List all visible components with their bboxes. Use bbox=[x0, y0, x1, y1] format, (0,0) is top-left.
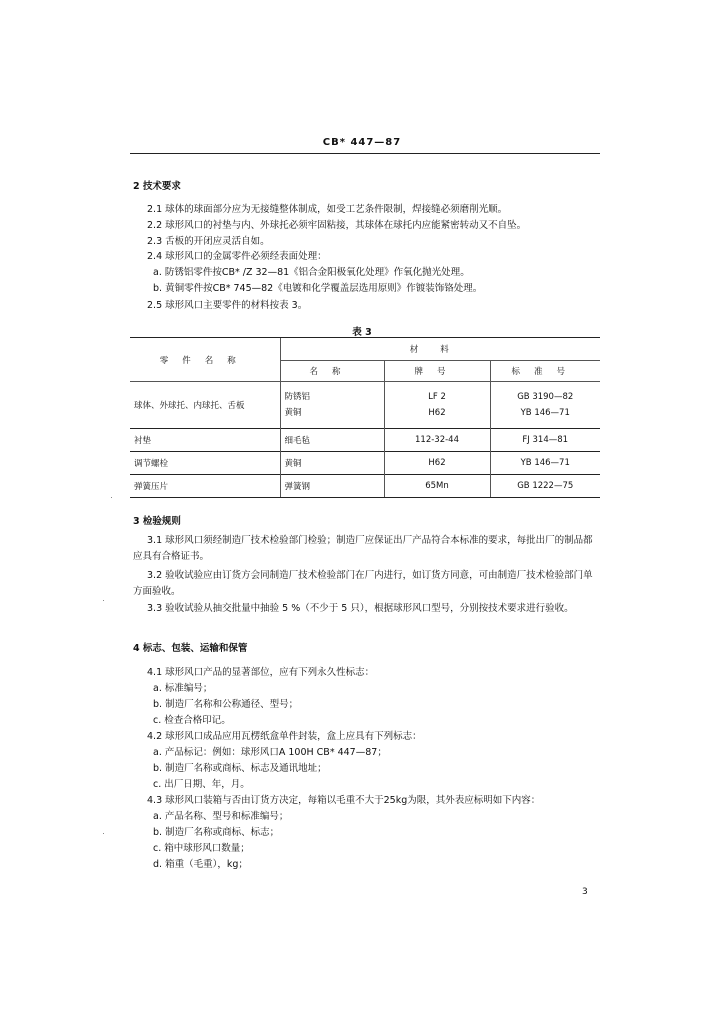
clause-3-2: 3.2 验收试验应由订货方会同制造厂技术检验部门在厂内进行，如订货方同意，可由制造厂技术检验部门单方面验收。 bbox=[133, 570, 593, 597]
material-name-cell: 防锈铝 黄铜 bbox=[280, 382, 384, 429]
clause-4-1-b: b. 制造厂名称和公称通径、型号； bbox=[153, 699, 299, 710]
grade-cell: LF 2 H62 bbox=[384, 382, 490, 429]
header-grade: 牌号 bbox=[384, 361, 490, 382]
header-rule bbox=[130, 153, 600, 154]
clause-4-1: 4.1 球形风口产品的显著部位，应有下列永久性标志： bbox=[147, 667, 375, 678]
clause-4-2-c: c. 出厂日期、年，月。 bbox=[153, 779, 250, 790]
clause-4-2-a: a. 产品标记：例如：球形风口A 100H CB* 447—87； bbox=[153, 747, 387, 758]
table-row bbox=[130, 452, 600, 475]
clause-4-2-b: b. 制造厂名称或商标、标志及通讯地址； bbox=[153, 763, 327, 774]
clause-4-2: 4.2 球形风口成品应用瓦楞纸盒单件封装，盒上应具有下列标志： bbox=[147, 731, 422, 742]
grade-cell: 112-32-44 bbox=[384, 429, 490, 452]
material-name-cell: 黄铜 bbox=[280, 452, 384, 475]
clause-2-1: 2.1 球体的球面部分应为无接缝整体制成，如受工艺条件限制，焊接缝必须磨削光顺。 bbox=[147, 204, 508, 215]
part-cell: 衬垫 bbox=[130, 429, 280, 452]
clause-4-1-a: a. 标准编号； bbox=[153, 683, 213, 694]
header-material: 材料 bbox=[280, 338, 600, 361]
clause-4-3-c: c. 箱中球形风口数量； bbox=[153, 843, 250, 854]
header-part-name: 零件名称 bbox=[130, 338, 280, 382]
clause-4-3-b: b. 制造厂名称或商标、标志； bbox=[153, 827, 280, 838]
clause-3-3: 3.3 验收试验从抽交批量中抽验 5 %（不少于 5 只），根据球形风口型号，分别按技术要求进行验收。 bbox=[147, 603, 574, 614]
section-2-title: 2 技术要求 bbox=[133, 181, 181, 192]
clause-4-3-a: a. 产品名称、型号和标准编号； bbox=[153, 811, 289, 822]
materials-table bbox=[130, 337, 600, 498]
section-4-title: 4 标志、包装、运输和保管 bbox=[133, 643, 248, 654]
header-material-name: 名称 bbox=[280, 361, 384, 382]
clause-3-1: 3.1 球形风口须经制造厂技术检验部门检验；制造厂应保证出厂产品符合本标准的要求，每批出厂的制品都应具有合格证书。 bbox=[133, 535, 593, 562]
clause-4-3: 4.3 球形风口装箱与否由订货方决定，每箱以毛重不大于25kg为限，其外表应标明如下内容： bbox=[147, 795, 541, 806]
table-row bbox=[130, 382, 600, 429]
clause-4-1-c: c. 检查合格印记。 bbox=[153, 715, 231, 726]
grade-cell: 65Mn bbox=[384, 475, 490, 498]
part-cell: 球体、外球托、内球托、舌板 bbox=[134, 401, 245, 411]
clause-4-3-d: d. 箱重（毛重），kg； bbox=[153, 859, 248, 870]
section-3-title: 3 检验规则 bbox=[133, 516, 181, 527]
part-cell: 弹簧压片 bbox=[130, 475, 280, 498]
table-caption: 表 3 bbox=[352, 327, 372, 338]
table-row bbox=[130, 429, 600, 452]
clause-2-4-b: b. 黄铜零件按CB* 745—82《电镀和化学覆盖层选用原则》作镀装饰铬处理。 bbox=[153, 283, 483, 294]
standard-cell: YB 146—71 bbox=[490, 452, 600, 475]
standard-cell: FJ 314—81 bbox=[490, 429, 600, 452]
scan-speck bbox=[103, 600, 104, 601]
scan-speck bbox=[103, 833, 104, 834]
page-number: 3 bbox=[582, 887, 588, 897]
standard-cell: GB 3190—82 YB 146—71 bbox=[490, 382, 600, 429]
clause-2-2: 2.2 球形风口的衬垫与内、外球托必须牢固粘接，其球体在球托内应能紧密转动又不自坠。 bbox=[147, 220, 527, 231]
grade-cell: H62 bbox=[384, 452, 490, 475]
clause-2-3: 2.3 舌板的开闭应灵活自如。 bbox=[147, 236, 270, 247]
clause-2-5: 2.5 球形风口主要零件的材料按表 3。 bbox=[147, 300, 308, 311]
table-row bbox=[130, 475, 600, 498]
material-name-cell: 弹簧钢 bbox=[280, 475, 384, 498]
document-code-header: CB* 447—87 bbox=[322, 137, 402, 148]
standard-cell: GB 1222—75 bbox=[490, 475, 600, 498]
clause-2-4: 2.4 球形风口的金属零件必须经表面处理： bbox=[147, 251, 327, 262]
header-standard: 标准号 bbox=[490, 361, 600, 382]
part-cell: 调节螺栓 bbox=[130, 452, 280, 475]
scan-speck bbox=[111, 497, 112, 498]
clause-2-4-a: a. 防锈铝零件按CB* /Z 32—81《铝合金阳极氧化处理》作氧化抛光处理。 bbox=[153, 267, 470, 278]
material-name-cell: 细毛毡 bbox=[280, 429, 384, 452]
